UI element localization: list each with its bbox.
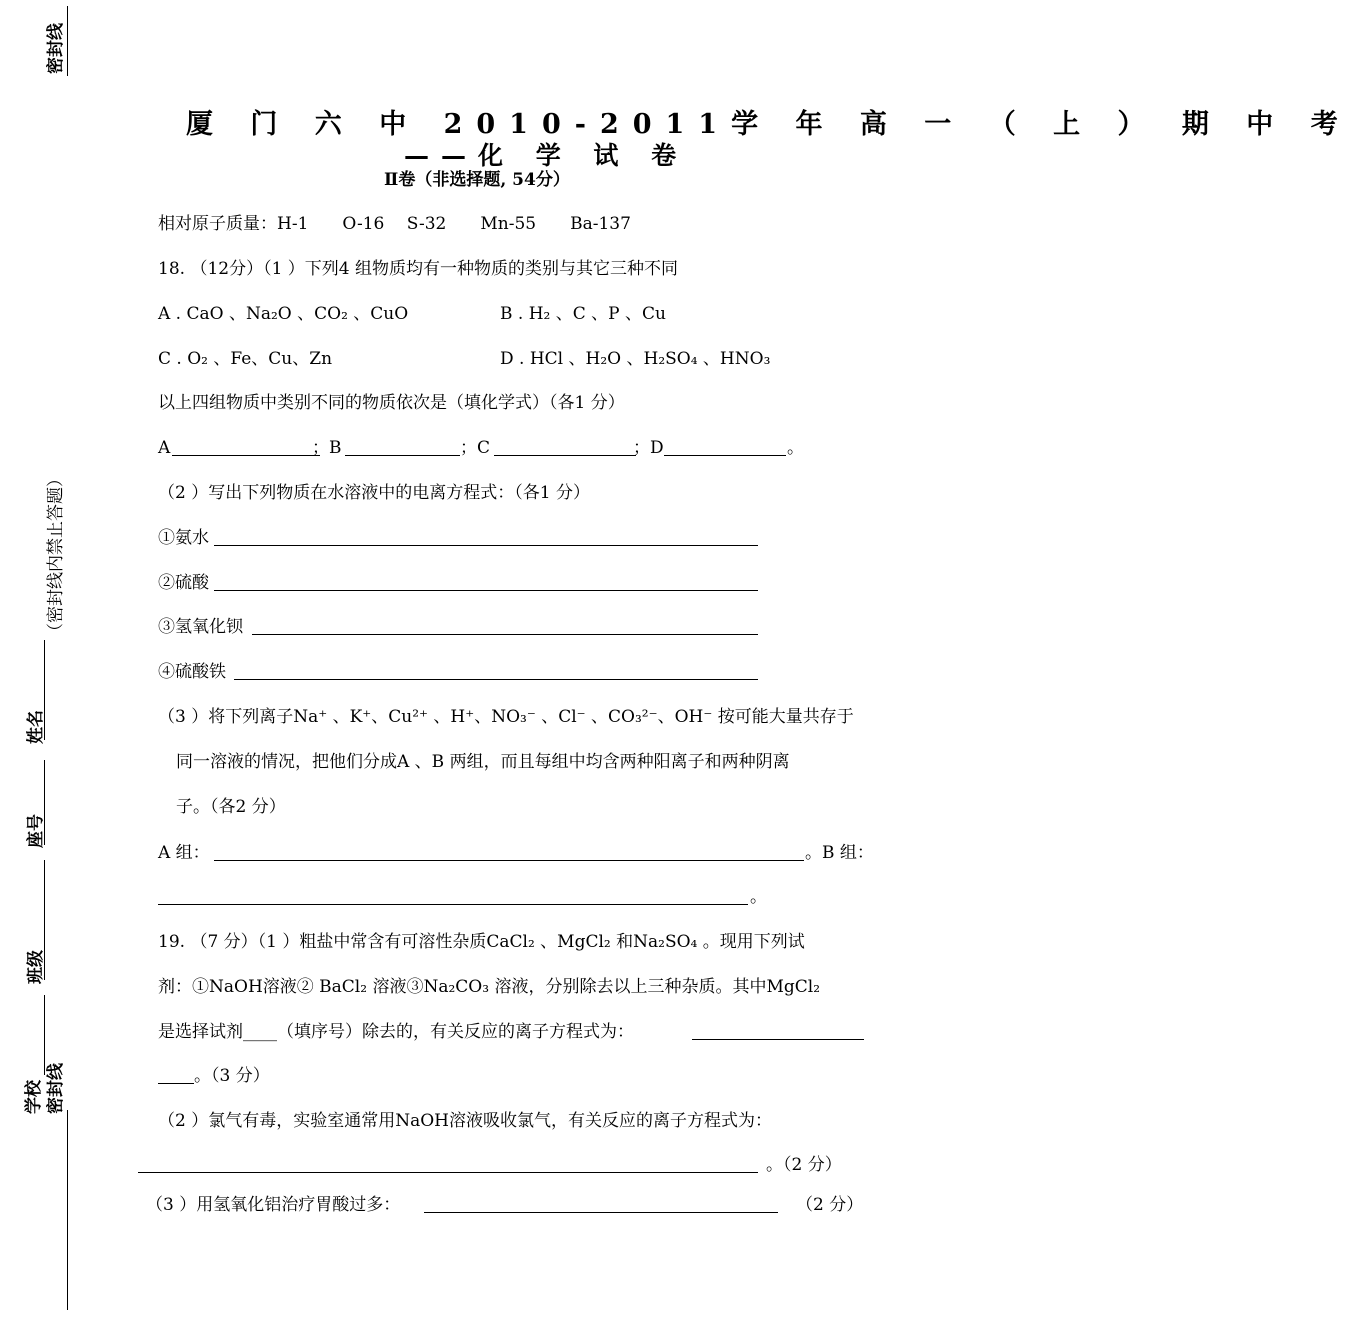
q18-item3: ③氢氧化钡 <box>158 617 243 637</box>
blank-b-label: ；B <box>312 438 342 458</box>
no-answer-note: （密封线内禁止答题） <box>46 470 66 640</box>
seat-label: 座号 <box>26 814 46 848</box>
group-b-line[interactable] <box>158 904 748 905</box>
blank-c-label: ；C <box>460 438 491 458</box>
blank-b-line[interactable] <box>345 455 460 456</box>
exam-title: 厦 门 六 中 2010-2011学 年 高 一 （ 上 ） 期 中 考 <box>186 109 1352 140</box>
q18-option-b: B . H₂ 、C 、P 、Cu <box>500 304 666 324</box>
q19-line4: 。（3 分） <box>194 1066 270 1086</box>
q19-part2-end: 。（2 分） <box>766 1155 842 1175</box>
seat-line <box>44 760 45 845</box>
q18-part3-line2: 同一溶液的情况，把他们分成A 、B 两组，而且每组中均含两种阳离子和两种阴离 <box>176 752 790 772</box>
school-line <box>44 995 45 1075</box>
blank-c-line[interactable] <box>494 455 636 456</box>
q19-part3-end: （2 分） <box>796 1195 864 1215</box>
q19-line1: 19. （7 分）（1 ）粗盐中常含有可溶性杂质CaCl₂ 、MgCl₂ 和Na₂SO₄ 。现用下列试 <box>158 932 805 952</box>
q18-option-c: C . O₂ 、Fe、Cu、Zn <box>158 349 333 369</box>
group-a-label: A 组： <box>158 843 210 863</box>
q18-item1: ①氨水 <box>158 528 209 548</box>
school-label: 学校 <box>24 1080 44 1114</box>
blank-a-line[interactable] <box>172 455 320 456</box>
atomic-mass-line: 相对原子质量：H-1 O-16 S-32 Mn-55 Ba-137 <box>158 214 631 234</box>
name-label: 姓名 <box>26 710 46 744</box>
margin-top-rule <box>67 6 68 76</box>
q18-part3-line1: （3 ）将下列离子Na⁺ 、K⁺、Cu²⁺ 、H⁺、NO₃⁻ 、Cl⁻ 、CO₃²⁻、OH⁻ 按可能大量共存于 <box>158 707 854 727</box>
q19-part3: （3 ）用氢氧化铝治疗胃酸过多： <box>146 1195 401 1215</box>
blank-d-line[interactable] <box>664 455 786 456</box>
q18-option-a: A . CaO 、Na₂O 、CO₂ 、CuO <box>158 304 409 324</box>
volume-label: Ⅱ卷（非选择题, 54分） <box>384 170 570 190</box>
blank-d-label: ；D <box>633 438 664 458</box>
class-line <box>44 860 45 980</box>
group-b-label: 。B 组： <box>805 843 874 863</box>
blank-a-label: A <box>158 438 171 458</box>
q19-part2-line[interactable] <box>138 1172 758 1173</box>
q19-equation-line-cont[interactable] <box>158 1083 194 1084</box>
seal-line-top: 密封线 <box>46 23 66 74</box>
q18-part3-line3: 子。（各2 分） <box>176 797 286 817</box>
margin-bottom-rule <box>67 1110 68 1310</box>
q18-item4: ④硫酸铁 <box>158 662 226 682</box>
q18-option-d: D . HCl 、H₂O 、H₂SO₄ 、HNO₃ <box>500 349 771 369</box>
group-a-line[interactable] <box>214 860 804 861</box>
q19-equation-line[interactable] <box>692 1039 864 1040</box>
q19-line3: 是选择试剂____（填序号）除去的，有关反应的离子方程式为： <box>158 1022 634 1042</box>
group-end: 。 <box>750 887 767 907</box>
item1-line[interactable] <box>214 545 758 546</box>
item2-line[interactable] <box>214 590 758 591</box>
q18-intro: 18. （12分）（1 ）下列4 组物质均有一种物质的类别与其它三种不同 <box>158 259 679 279</box>
q18-part2: （2 ）写出下列物质在水溶液中的电离方程式：（各1 分） <box>158 483 590 503</box>
item4-line[interactable] <box>234 679 758 680</box>
blank-end: 。 <box>787 438 804 458</box>
q19-part2: （2 ）氯气有毒，实验室通常用NaOH溶液吸收氯气，有关反应的离子方程式为： <box>158 1111 772 1131</box>
q19-part3-line[interactable] <box>424 1212 778 1213</box>
q18-item2: ②硫酸 <box>158 573 209 593</box>
exam-subtitle: ——化 学 试 卷 <box>404 141 689 170</box>
q18-ask: 以上四组物质中类别不同的物质依次是（填化学式）（各1 分） <box>158 393 625 413</box>
q19-line2: 剂：①NaOH溶液② BaCl₂ 溶液③Na₂CO₃ 溶液，分别除去以上三种杂质。其中MgCl₂ <box>158 977 821 997</box>
class-label: 班级 <box>26 950 46 984</box>
seal-line-bottom: 密封线 <box>46 1063 66 1114</box>
item3-line[interactable] <box>252 634 758 635</box>
name-line <box>44 640 45 740</box>
